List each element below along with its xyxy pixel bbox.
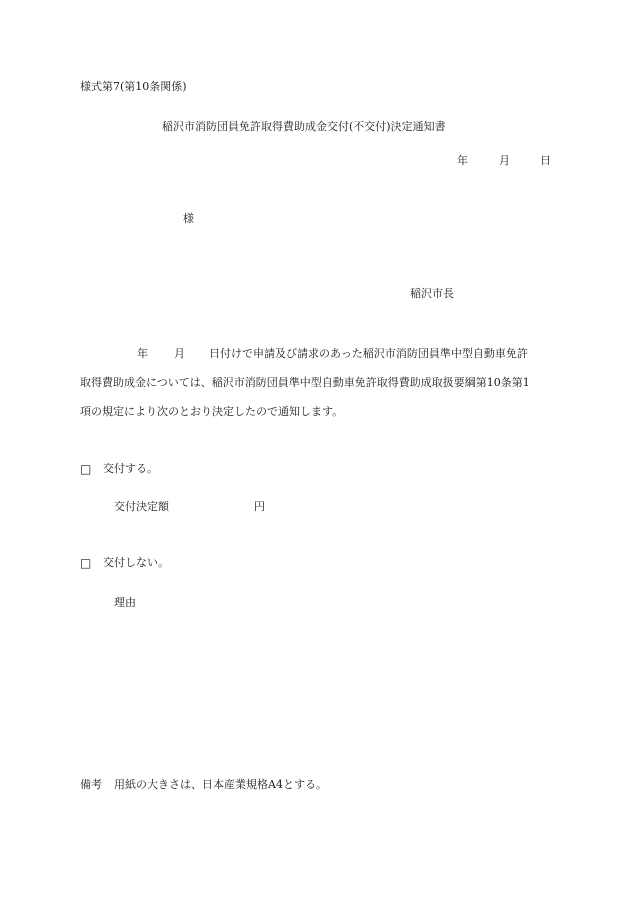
grant-option-label: 交付する。 [103,462,158,475]
form-number: 様式第7(第10条関係) [80,80,187,93]
body-line-3: 項の規定により次のとおり決定したので通知します。 [80,405,344,418]
date-year-label: 年 [457,154,468,167]
body-year-label: 年 [137,347,148,360]
document-title: 稲沢市消防団員免許取得費助成金交付(不交付)決定通知書 [162,120,446,133]
grant-amount-label: 交付決定額 [114,500,169,513]
grant-checkbox: □ [80,462,92,476]
body-month-label: 月 [174,347,185,360]
reason-label: 理由 [114,596,136,609]
body-line-2: 取得費助成金については、稲沢市消防団員準中型自動車免許取得費助成取扱要綱第10条第1 [80,376,530,389]
deny-option-label: 交付しない。 [103,556,169,569]
addressee-suffix: 様 [183,212,194,225]
body-line-1: 日付けで申請及び請求のあった稲沢市消防団員準中型自動車免許 [209,347,528,360]
deny-checkbox: □ [80,556,92,570]
grant-amount-unit: 円 [254,500,265,513]
remarks-text: 用紙の大きさは、日本産業規格A4とする。 [114,778,327,791]
date-month-label: 月 [499,154,510,167]
remarks-heading: 備考 [80,778,102,791]
date-day-label: 日 [540,154,551,167]
issuer-name: 稲沢市長 [410,287,454,300]
